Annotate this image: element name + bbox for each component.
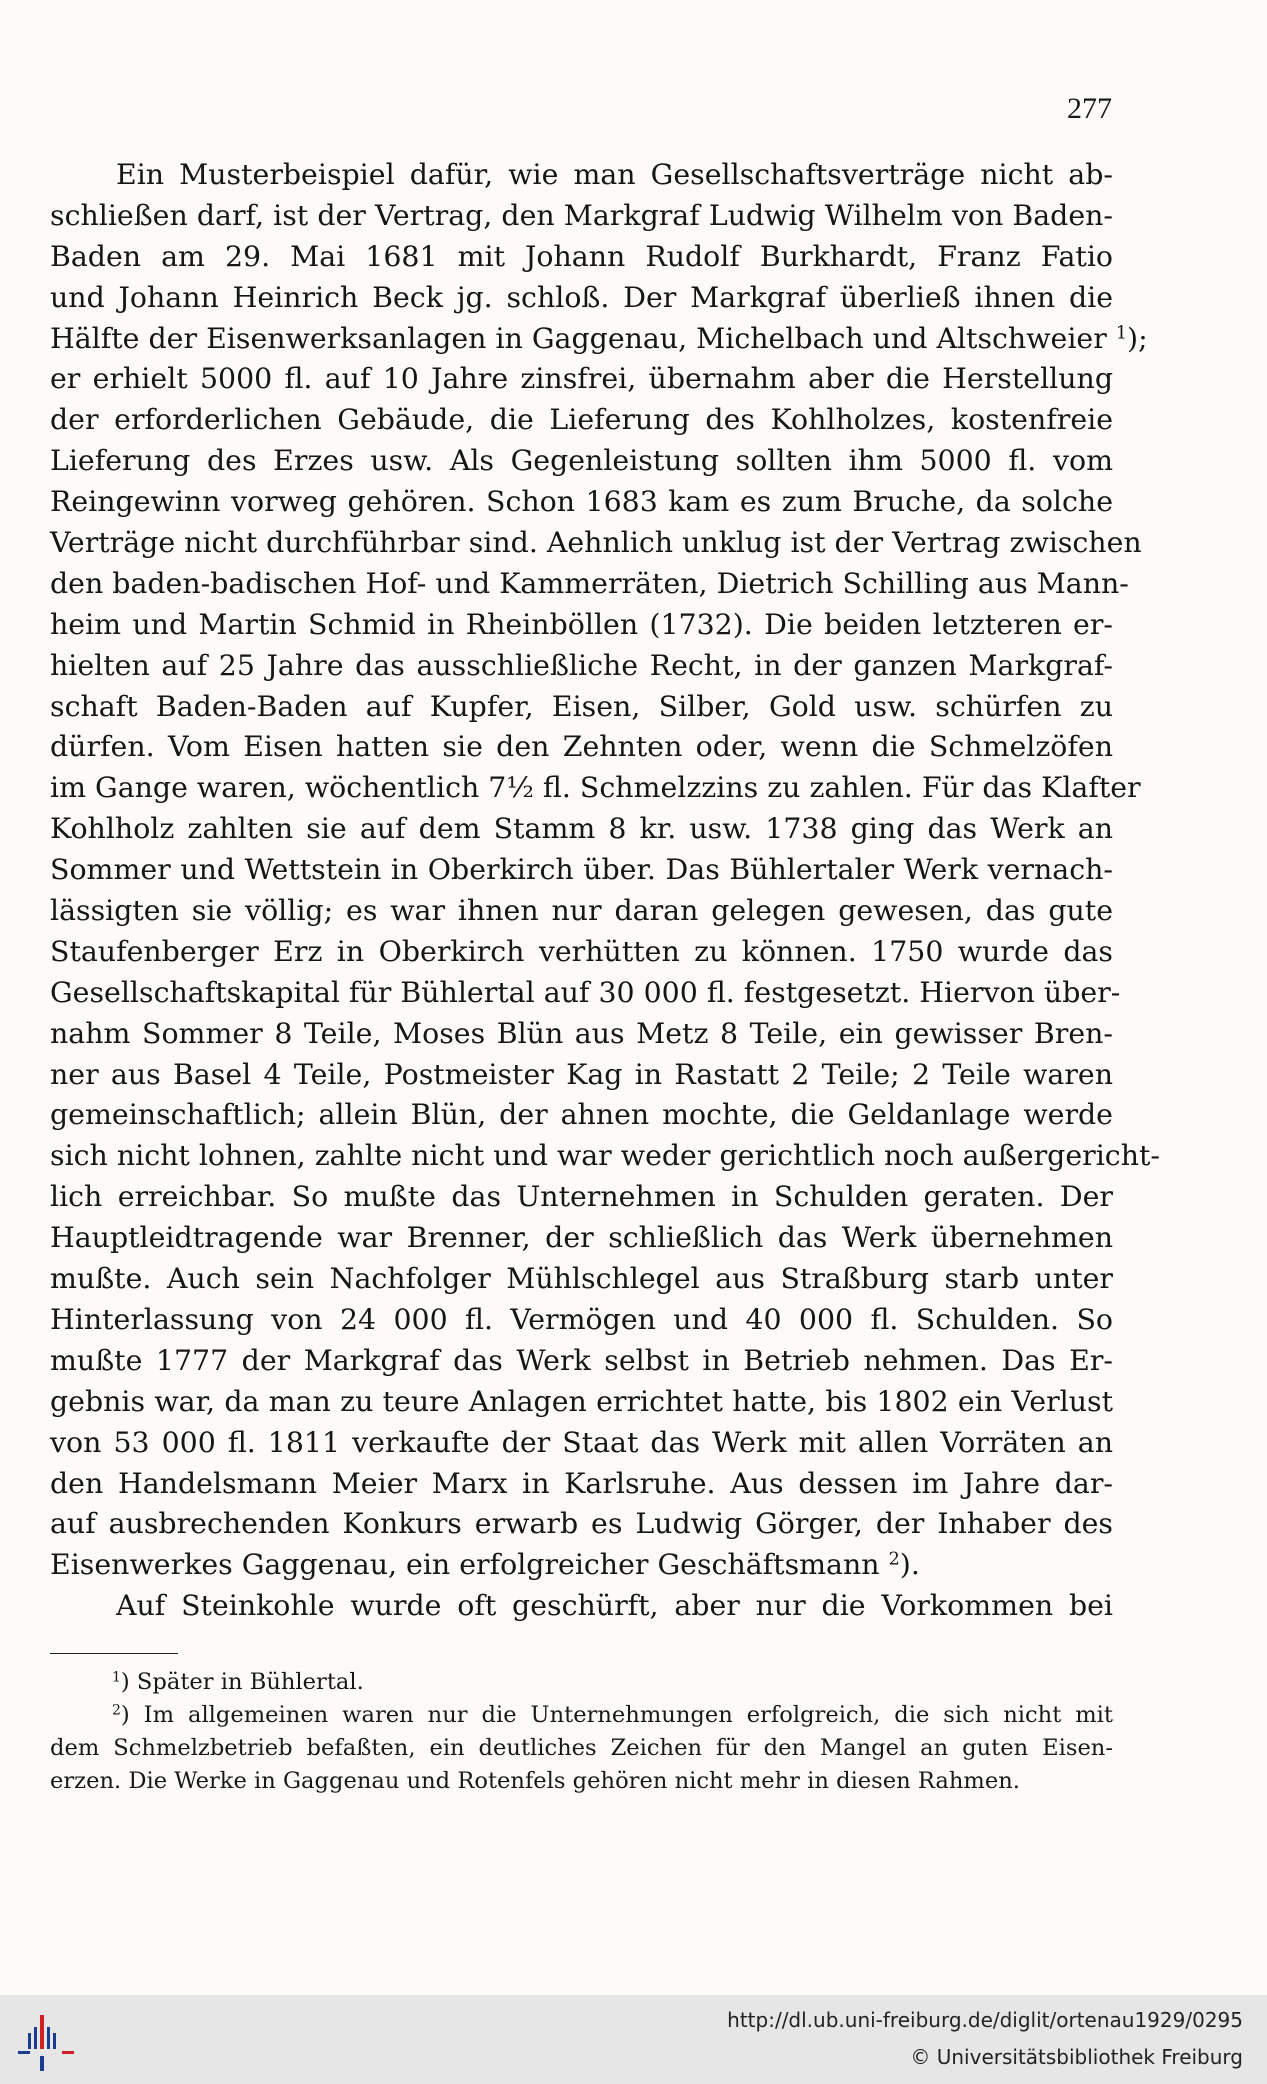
footnote-mark: 1 bbox=[112, 1669, 121, 1686]
text-line: Ein Musterbeispiel dafür, wie man Gesellschaftsverträge nicht ab- bbox=[116, 158, 1113, 191]
text-line: schließen darf, ist der Vertrag, den Markgraf Ludwig Wilhelm von Baden- bbox=[50, 198, 1113, 232]
text-line: der erforderlichen Gebäude, die Lieferung des Kohlholzes, kostenfreie bbox=[50, 403, 1113, 437]
text-line: den baden-badischen Hof- und Kammerräten, Dietrich Schilling aus Mann- bbox=[50, 566, 1129, 600]
text-line: Reingewinn vorweg gehören. Schon 1683 kam es zum Bruche, da solche bbox=[50, 485, 1113, 519]
footnotes bbox=[50, 1666, 1113, 1798]
footer-bar bbox=[0, 1995, 1267, 2084]
footnote-ref: 1 bbox=[1115, 322, 1128, 343]
footnote-line bbox=[50, 1666, 1113, 1699]
text-segment: ); bbox=[1127, 321, 1148, 355]
text-line: gemeinschaftlich; allein Blün, der ahnen mochte, die Geldanlage werde bbox=[50, 1098, 1113, 1132]
text-segment: Hälfte der Eisenwerksanlagen in Gaggenau, Michelbach und Altschweier bbox=[50, 321, 1107, 355]
footnote-line bbox=[50, 1699, 1113, 1732]
footnote-line: erzen. Die Werke in Gaggenau und Rotenfels gehören nicht mehr in diesen Rahmen. bbox=[50, 1768, 1020, 1794]
text-segment: ). bbox=[899, 1548, 920, 1582]
copyright-notice: © Universitätsbibliothek Freiburg bbox=[910, 2045, 1243, 2069]
text-line: schaft Baden-Baden auf Kupfer, Eisen, Silber, Gold usw. schürfen zu bbox=[50, 689, 1113, 723]
text-line: Baden am 29. Mai 1681 mit Johann Rudolf Burkhardt, Franz Fatio bbox=[50, 239, 1113, 273]
text-line: lässigten sie völlig; es war ihnen nur daran gelegen gewesen, das gute bbox=[50, 894, 1113, 928]
text-line: lich erreichbar. So mußte das Unternehmen in Schulden geraten. Der bbox=[50, 1180, 1113, 1214]
text-line: Staufenberger Erz in Oberkirch verhütten zu können. 1750 wurde das bbox=[50, 934, 1113, 968]
footnote-text: ) Später in Bühlertal. bbox=[120, 1669, 364, 1695]
text-line: Gesellschaftskapital für Bühlertal auf 30 000 fl. festgesetzt. Hiervon über- bbox=[50, 975, 1121, 1009]
text-line: Sommer und Wettstein in Oberkirch über. Das Bühlertaler Werk vernach- bbox=[50, 853, 1113, 887]
text-line: auf ausbrechenden Konkurs erwarb es Ludwig Görger, der Inhaber des bbox=[50, 1507, 1113, 1541]
footnote-line: dem Schmelzbetrieb befaßten, ein deutliches Zeichen für den Mangel an guten Eisen- bbox=[50, 1735, 1113, 1761]
text-line: von 53 000 fl. 1811 verkaufte der Staat das Werk mit allen Vorräten an bbox=[50, 1425, 1113, 1459]
text-line: im Gange waren, wöchentlich 7½ fl. Schmelzzins zu zahlen. Für das Klafter bbox=[50, 771, 1141, 805]
text-line: Verträge nicht durchführbar sind. Aehnlich unklug ist der Vertrag zwischen bbox=[50, 526, 1142, 560]
footnote-ref: 2 bbox=[888, 1549, 900, 1570]
source-url[interactable]: http://dl.ub.uni-freiburg.de/diglit/ortenau1929/0295 bbox=[727, 2008, 1243, 2032]
footnote-text: ) Im allgemeinen waren nur die Unternehmungen erfolgreich, die sich nicht mit bbox=[120, 1702, 1113, 1728]
text-line: heim und Martin Schmid in Rheinböllen (1732). Die beiden letzteren er- bbox=[50, 607, 1113, 641]
text-line: mußte 1777 der Markgraf das Werk selbst in Betrieb nehmen. Das Er- bbox=[50, 1343, 1113, 1377]
footnote-mark: 2 bbox=[112, 1702, 121, 1719]
text-line: nahm Sommer 8 Teile, Moses Blün aus Metz 8 Teile, ein gewisser Bren- bbox=[50, 1016, 1113, 1050]
page-number: 277 bbox=[1067, 92, 1112, 125]
text-line: er erhielt 5000 fl. auf 10 Jahre zinsfrei, übernahm aber die Herstellung bbox=[50, 362, 1113, 396]
text-line: und Johann Heinrich Beck jg. schloß. Der Markgraf überließ ihnen die bbox=[50, 280, 1113, 314]
text-line bbox=[50, 1545, 1113, 1586]
library-logo-icon bbox=[18, 2013, 80, 2073]
text-line: Hauptleidtragende war Brenner, der schließlich das Werk übernehmen bbox=[50, 1221, 1113, 1255]
text-line: Auf Steinkohle wurde oft geschürft, aber nur die Vorkommen bei bbox=[116, 1589, 1113, 1623]
text-line: mußte. Auch sein Nachfolger Mühlschlegel aus Straßburg starb unter bbox=[50, 1262, 1113, 1296]
main-text bbox=[50, 155, 1160, 1627]
text-line: gebnis war, da man zu teure Anlagen errichtet hatte, bis 1802 ein Verlust bbox=[50, 1384, 1113, 1418]
text-line: den Handelsmann Meier Marx in Karlsruhe. Aus dessen im Jahre dar- bbox=[50, 1466, 1113, 1500]
text-segment: Eisenwerkes Gaggenau, ein erfolgreicher Geschäftsmann bbox=[50, 1548, 880, 1582]
text-line: sich nicht lohnen, zahlte nicht und war weder gerichtlich noch außergericht- bbox=[50, 1139, 1160, 1173]
text-line: Hinterlassung von 24 000 fl. Vermögen und 40 000 fl. Schulden. So bbox=[50, 1302, 1113, 1336]
footnote-divider bbox=[50, 1653, 178, 1654]
text-line bbox=[50, 319, 1148, 360]
text-line: hielten auf 25 Jahre das ausschließliche Recht, in der ganzen Markgraf- bbox=[50, 648, 1113, 682]
text-line: Kohlholz zahlten sie auf dem Stamm 8 kr. usw. 1738 ging das Werk an bbox=[50, 812, 1113, 846]
text-line: dürfen. Vom Eisen hatten sie den Zehnten oder, wenn die Schmelzöfen bbox=[50, 730, 1113, 764]
text-line: ner aus Basel 4 Teile, Postmeister Kag in Rastatt 2 Teile; 2 Teile waren bbox=[50, 1057, 1113, 1091]
text-line: Lieferung des Erzes usw. Als Gegenleistung sollten ihm 5000 fl. vom bbox=[50, 444, 1113, 478]
